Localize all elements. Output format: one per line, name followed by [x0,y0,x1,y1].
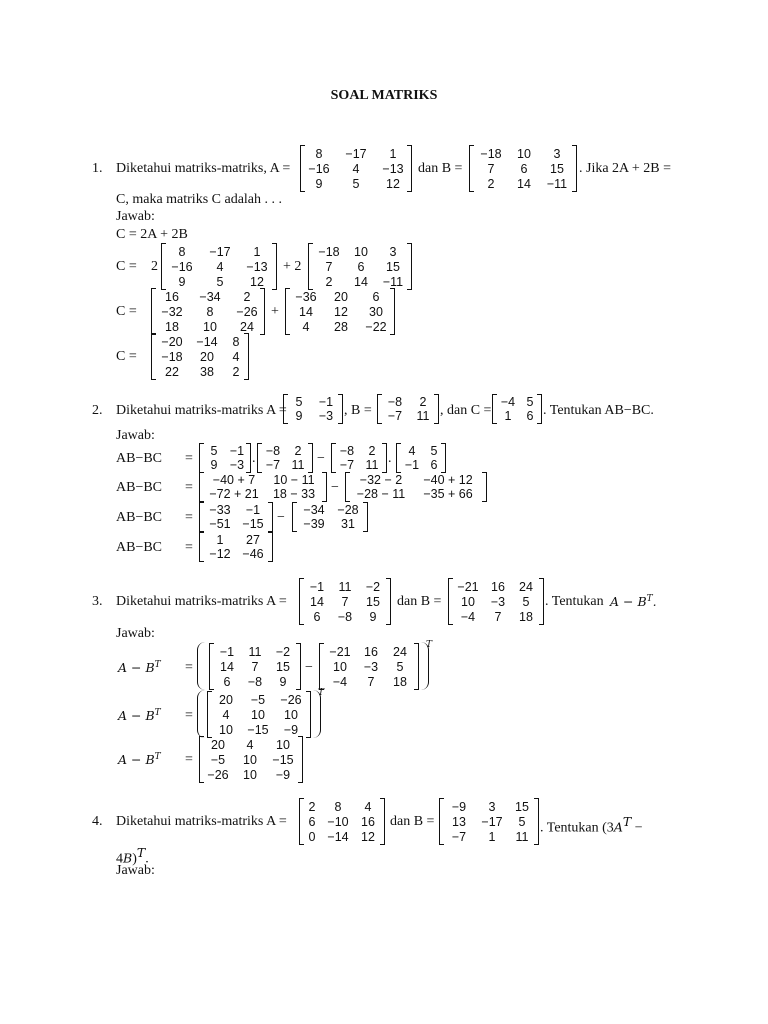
matrix-cell: 5 [518,814,526,829]
problem-4-jawab: Jawab: [116,863,155,878]
equals-2: = [185,480,193,495]
matrix-cell: −1 [318,395,334,409]
matrix-cell: −10 [327,814,349,829]
matrix-cell: 8 [315,146,323,161]
matrix-cell: −1 [245,503,261,517]
matrix-cell: −22 [365,319,387,334]
left-paren-2 [197,690,205,738]
matrix-cell: −5 [210,752,226,767]
matrix-2-product-AB [199,472,327,502]
matrix-cell: 6 [308,814,316,829]
matrix-cell: 2 [294,444,302,458]
dot-2: . [388,451,392,466]
matrix-cell: −34 [303,503,325,517]
matrix-cell: −5 [250,692,266,707]
problem-3-dan-b: dan B = [397,594,442,609]
matrix-2-A [283,394,343,424]
matrix-cell: 15 [276,659,290,674]
matrix-cell: 27 [246,533,260,547]
matrix-2-result [199,532,273,562]
matrix-cell: 16 [491,579,505,594]
matrix-4-A [299,798,385,845]
matrix-cell: −2 [275,644,291,659]
matrix-cell: 9 [210,458,218,472]
matrix-cell: 20 [334,289,348,304]
matrix-cell: 4 [222,707,230,722]
matrix-cell: 4 [246,737,254,752]
transpose-sup-2: T [318,688,325,698]
matrix-cell: 10 − 11 [273,473,315,487]
matrix-cell: 14 [299,304,313,319]
matrix-cell: −35 + 66 [423,487,473,501]
problem-1-step-1: C = 2A + 2B [116,227,188,242]
matrix-cell: −1 [229,444,245,458]
matrix-cell: 11 [338,579,352,594]
matrix-cell: −51 [209,517,231,531]
problem-2-intro: Diketahui matriks-matriks A = [116,403,287,418]
matrix-cell: 8 [334,799,342,814]
matrix-cell: −3 [490,594,506,609]
matrix-cell: −16 [308,161,330,176]
matrix-cell: −16 [171,259,193,274]
matrix-cell: −9 [275,767,291,782]
matrix-cell: 10 [276,737,290,752]
matrix-cell: 24 [240,319,254,334]
matrix-cell: −4 [332,674,348,689]
problem-1-line2: C, maka matriks C adalah . . . [116,192,283,207]
matrix-cell: 2 [243,289,251,304]
matrix-cell: 28 [334,319,348,334]
matrix-cell: 5 [352,176,360,191]
problem-4-number: 4. [92,814,103,829]
matrix-cell: 1 [216,533,224,547]
matrix-cell: 1 [253,244,261,259]
matrix-cell: 14 [354,274,368,289]
matrix-cell: 2 [487,176,495,191]
matrix-cell: 1 [389,146,397,161]
matrix-cell: −17 [481,814,503,829]
matrix-cell: −2 [365,579,381,594]
problem-4-line2: 4B)$^T$. [116,845,149,867]
matrix-cell: −46 [242,547,264,561]
matrix-cell: 15 [550,161,564,176]
problem-2-number: 2. [92,403,103,418]
matrix-cell: 8 [178,244,186,259]
matrix-cell: −18 [161,349,183,364]
matrix-cell: 5 [526,395,534,409]
matrix-cell: −12 [209,547,231,561]
matrix-cell: 11 [365,458,379,472]
problem-1-jawab: Jawab: [116,209,155,224]
matrix-cell: −40 + 7 [212,473,256,487]
problem-3-jawab: Jawab: [116,626,155,641]
matrix-cell: 3 [553,146,561,161]
problem-4-tail: . Tentukan ($3A^T$ − [540,814,643,836]
matrix-cell: −33 [209,503,231,517]
matrix-cell: 0 [308,829,316,844]
problem-3-step-1-label: $A - B^T$ [118,660,161,676]
matrix-cell: −7 [387,409,403,423]
matrix-cell: 16 [165,289,179,304]
matrix-2-product-BC [345,472,487,502]
matrix-cell: −13 [246,259,268,274]
matrix-cell: −13 [382,161,404,176]
matrix-cell: 6 [223,674,231,689]
matrix-cell: 4 [352,161,360,176]
matrix-cell: −8 [387,395,403,409]
matrix-2-A-step [199,443,251,473]
dot: . [252,451,256,466]
matrix-cell: 13 [452,814,466,829]
problem-3-step-2-label: $A - B^T$ [118,708,161,724]
minus: − [317,451,325,466]
matrix-cell: 12 [250,274,264,289]
matrix-cell: 7 [251,659,259,674]
problem-1-step-3-label: C = [116,304,137,319]
matrix-cell: 6 [372,289,380,304]
matrix-cell: 4 [302,319,310,334]
matrix-cell: −3 [318,409,334,423]
matrix-cell: −21 [457,579,479,594]
matrix-cell: 4 [216,259,224,274]
matrix-3-result [199,736,303,783]
matrix-1-B-step [308,243,412,290]
matrix-cell: 18 [519,609,533,624]
matrix-cell: −40 + 12 [423,473,473,487]
matrix-cell: −18 [480,146,502,161]
plus-two: + 2 [283,259,302,274]
matrix-cell: −9 [451,799,467,814]
matrix-cell: −1 [219,644,235,659]
problem-3-expression: $A - B^T$. [610,594,657,610]
matrix-cell: 6 [357,259,365,274]
matrix-3-A [299,578,391,625]
problem-2-step-2-label: AB−BC [116,480,163,495]
matrix-cell: 10 [284,707,298,722]
matrix-cell: 9 [178,274,186,289]
matrix-cell: 20 [211,737,225,752]
matrix-cell: −11 [546,176,568,191]
matrix-cell: 5 [210,444,218,458]
matrix-cell: −15 [242,517,264,531]
matrix-1-B [469,145,577,192]
left-paren-outer [197,642,205,690]
problem-2-step-1-label: AB−BC [116,451,163,466]
matrix-cell: −26 [207,767,229,782]
matrix-cell: 6 [430,458,438,472]
matrix-3-A-step [209,643,301,690]
matrix-cell: 14 [310,594,324,609]
matrix-cell: 20 [219,692,233,707]
problem-1-number: 1. [92,161,103,176]
matrix-cell: 7 [341,594,349,609]
matrix-cell: 16 [364,644,378,659]
matrix-cell: 1 [504,409,512,423]
plus-sign: + [271,304,279,319]
matrix-cell: 30 [369,304,383,319]
matrix-cell: 5 [295,395,303,409]
problem-1-tail: . Jika 2A + 2B = [579,161,672,176]
matrix-cell: 4 [408,444,416,458]
matrix-cell: 10 [461,594,475,609]
matrix-cell: 10 [219,722,233,737]
matrix-cell: −1 [309,579,325,594]
matrix-cell: 11 [515,829,529,844]
matrix-cell: −34 [199,289,221,304]
matrix-cell: −36 [295,289,317,304]
matrix-cell: 5 [522,594,530,609]
matrix-1-2B [285,288,395,335]
transpose-sup-1: T [426,640,433,650]
matrix-cell: 18 − 33 [272,487,316,501]
matrix-cell: 4 [364,799,372,814]
problem-3-intro: Diketahui matriks-matriks A = [116,594,287,609]
matrix-2-B-step [257,443,313,473]
problem-1-intro: Diketahui matriks-matriks, A = [116,161,291,176]
equals-p3-2: = [185,708,193,723]
minus-2: − [331,480,339,495]
matrix-cell: 7 [487,161,495,176]
matrix-cell: 15 [515,799,529,814]
problem-2-comma-b: , B = [344,403,372,418]
matrix-cell: 11 [248,644,262,659]
matrix-cell: 10 [243,752,257,767]
matrix-cell: −7 [339,458,355,472]
matrix-cell: 14 [220,659,234,674]
matrix-cell: −14 [196,334,218,349]
matrix-cell: −20 [161,334,183,349]
matrix-cell: −4 [460,609,476,624]
matrix-cell: −11 [382,274,404,289]
matrix-1-C [151,333,249,380]
matrix-cell: 12 [334,304,348,319]
matrix-cell: −9 [283,722,299,737]
matrix-cell: 10 [517,146,531,161]
matrix-2-B-step-2 [331,443,387,473]
matrix-2-B [377,394,439,424]
matrix-cell: −26 [280,692,302,707]
coef-two: 2 [151,259,158,274]
matrix-cell: −26 [236,304,258,319]
matrix-3-difference [207,691,311,738]
matrix-cell: −15 [272,752,294,767]
matrix-cell: 1 [488,829,496,844]
matrix-cell: −32 [161,304,183,319]
page-title: SOAL MATRIKS [330,88,438,103]
matrix-cell: 18 [393,674,407,689]
matrix-cell: 16 [361,814,375,829]
matrix-cell: 24 [519,579,533,594]
matrix-cell: 8 [232,334,240,349]
matrix-cell: 15 [366,594,380,609]
equals-p3-3: = [185,752,193,767]
matrix-cell: −28 − 11 [356,487,406,501]
matrix-cell: −4 [500,395,516,409]
matrix-cell: 5 [430,444,438,458]
problem-1-step-2-label: C = [116,259,137,274]
matrix-3-B-step [319,643,419,690]
matrix-cell: 6 [520,161,528,176]
matrix-cell: 9 [279,674,287,689]
minus-3: − [277,510,285,525]
matrix-cell: 2 [419,395,427,409]
matrix-cell: 5 [216,274,224,289]
problem-1-dan-b: dan B = [418,161,463,176]
problem-1-step-4-label: C = [116,349,137,364]
matrix-cell: 2 [325,274,333,289]
matrix-1-A-step [161,243,277,290]
equals-4: = [185,540,193,555]
matrix-cell: −8 [339,444,355,458]
matrix-cell: 9 [369,609,377,624]
problem-2-dan-c: , dan C = [440,403,492,418]
matrix-cell: 2 [232,364,240,379]
matrix-cell: −32 − 2 [359,473,403,487]
matrix-cell: 10 [203,319,217,334]
matrix-cell: 9 [315,176,323,191]
problem-3-tail: . Tentukan [545,594,604,609]
matrix-cell: −8 [265,444,281,458]
problem-4-intro: Diketahui matriks-matriks A = [116,814,287,829]
matrix-cell: 3 [488,799,496,814]
matrix-cell: 10 [354,244,368,259]
matrix-cell: 7 [367,674,375,689]
equals-p3-1: = [185,660,193,675]
problem-2-tail: . Tentukan AB−BC. [543,403,654,418]
equals-3: = [185,510,193,525]
matrix-cell: 3 [389,244,397,259]
matrix-cell: 9 [295,409,303,423]
matrix-cell: 4 [232,349,240,364]
matrix-cell: −8 [247,674,263,689]
matrix-cell: −8 [337,609,353,624]
matrix-cell: 14 [517,176,531,191]
minus-p3: − [305,660,313,675]
problem-3-step-3-label: $A - B^T$ [118,752,161,768]
matrix-cell: −17 [209,244,231,259]
matrix-cell: 2 [368,444,376,458]
matrix-1-2A [151,288,265,335]
matrix-4-B [439,798,539,845]
matrix-cell: 10 [251,707,265,722]
matrix-3-B [448,578,544,625]
problem-2-jawab: Jawab: [116,428,155,443]
matrix-cell: 31 [341,517,355,531]
matrix-cell: 5 [396,659,404,674]
matrix-cell: 7 [325,259,333,274]
matrix-cell: 15 [386,259,400,274]
matrix-cell: −7 [265,458,281,472]
matrix-cell: −3 [229,458,245,472]
matrix-cell: 10 [333,659,347,674]
matrix-2-BC [292,502,368,532]
problem-2-step-3-label: AB−BC [116,510,163,525]
matrix-cell: 20 [200,349,214,364]
matrix-1-A [300,145,412,192]
problem-4-dan-b: dan B = [390,814,435,829]
matrix-2-AB [199,502,273,532]
matrix-cell: 2 [308,799,316,814]
matrix-cell: 11 [291,458,305,472]
matrix-cell: 18 [165,319,179,334]
matrix-cell: −15 [247,722,269,737]
matrix-cell: 6 [526,409,534,423]
matrix-cell: 12 [386,176,400,191]
problem-3-number: 3. [92,594,103,609]
matrix-cell: −3 [363,659,379,674]
matrix-cell: −1 [404,458,420,472]
matrix-cell: −14 [327,829,349,844]
matrix-cell: −39 [303,517,325,531]
matrix-2-C [492,394,542,424]
matrix-cell: 11 [416,409,430,423]
matrix-cell: 22 [165,364,179,379]
matrix-cell: −17 [345,146,367,161]
equals: = [185,451,193,466]
matrix-cell: 12 [361,829,375,844]
matrix-cell: 6 [313,609,321,624]
matrix-cell: −28 [337,503,359,517]
matrix-cell: −18 [318,244,340,259]
matrix-cell: 7 [494,609,502,624]
problem-2-step-4-label: AB−BC [116,540,163,555]
matrix-cell: −21 [329,644,351,659]
matrix-cell: −7 [451,829,467,844]
matrix-cell: 38 [200,364,214,379]
matrix-cell: 10 [243,767,257,782]
matrix-cell: 8 [206,304,214,319]
matrix-2-C-step [396,443,446,473]
matrix-cell: 24 [393,644,407,659]
matrix-cell: −72 + 21 [209,487,259,501]
